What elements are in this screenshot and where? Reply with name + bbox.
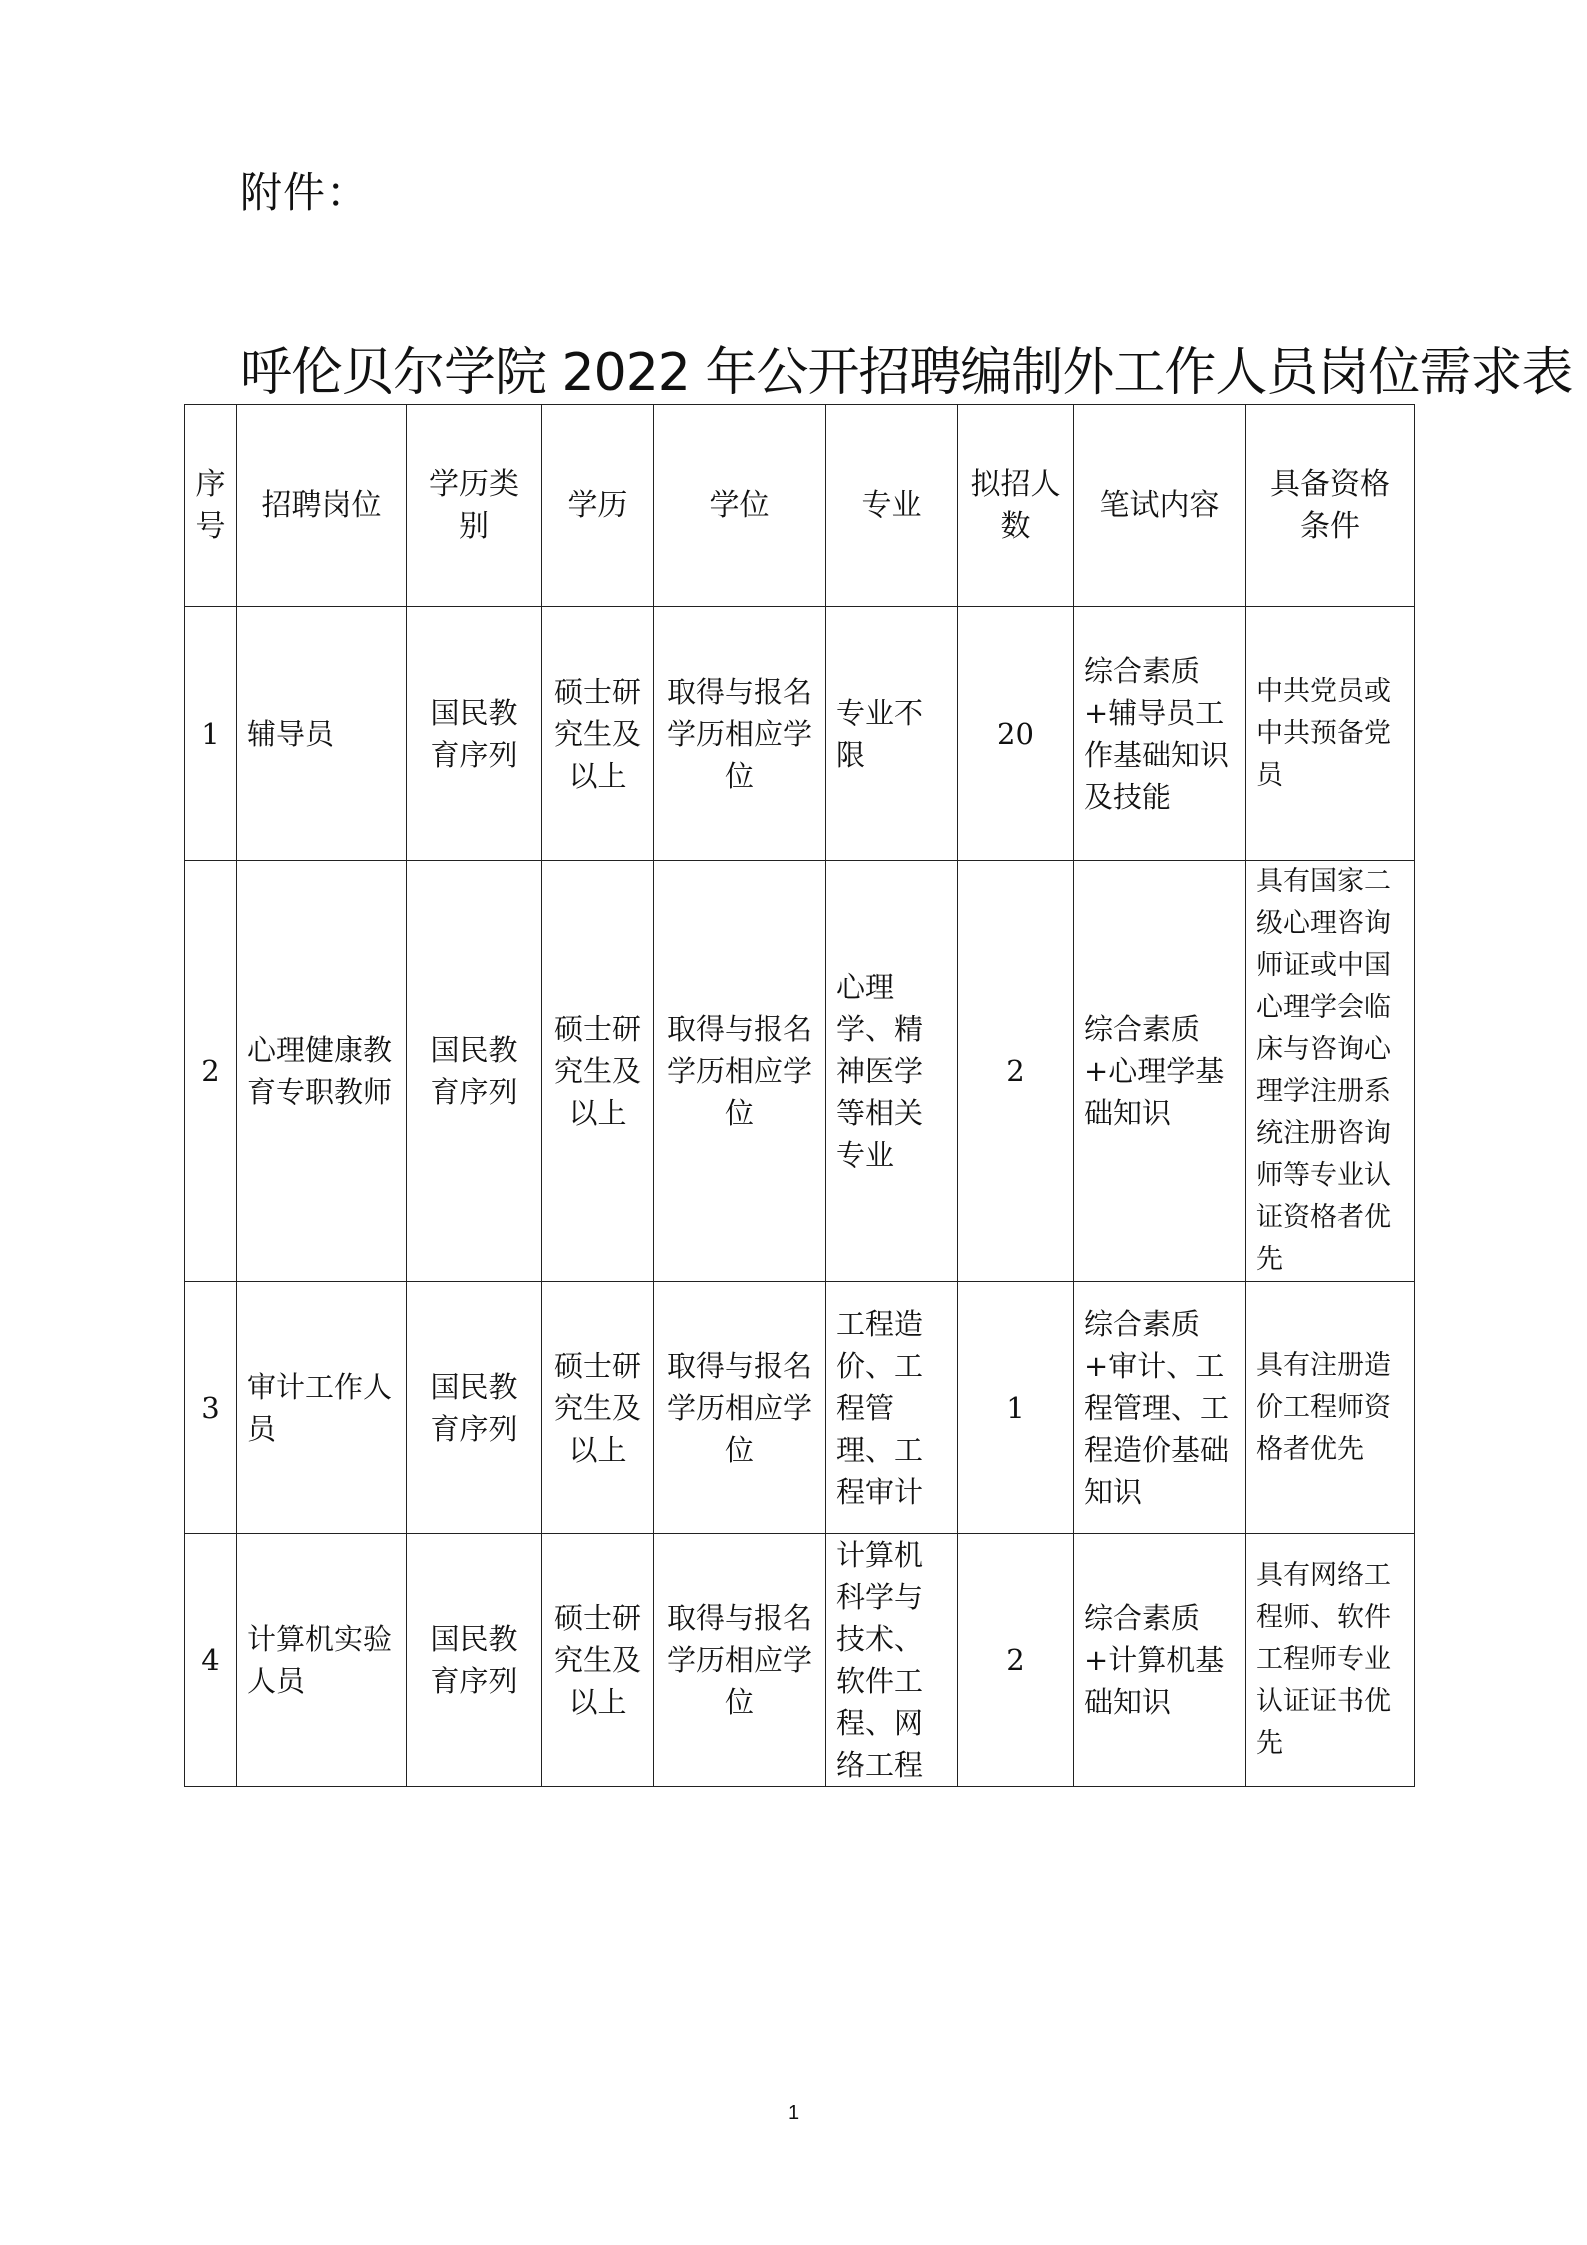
table-header-row bbox=[185, 405, 1415, 607]
cell-degree: 取得与报名学历相应学位 bbox=[654, 607, 826, 861]
cell-exam: 综合素质+心理学基础知识 bbox=[1074, 861, 1246, 1282]
cell-position: 计算机实验人员 bbox=[237, 1534, 407, 1787]
cell-index: 3 bbox=[185, 1282, 237, 1534]
cell-edu-type: 国民教育序列 bbox=[407, 607, 542, 861]
cell-exam: 综合素质+审计、工程管理、工程造价基础知识 bbox=[1074, 1282, 1246, 1534]
cell-edu-type: 国民教育序列 bbox=[407, 1282, 542, 1534]
cell-index: 4 bbox=[185, 1534, 237, 1787]
cell-degree: 取得与报名学历相应学位 bbox=[654, 1282, 826, 1534]
cell-education: 硕士研究生及以上 bbox=[542, 861, 654, 1282]
cell-conditions: 具有注册造价工程师资格者优先 bbox=[1246, 1282, 1415, 1534]
cell-education: 硕士研究生及以上 bbox=[542, 607, 654, 861]
cell-major: 专业不限 bbox=[826, 607, 958, 861]
attachment-label: 附件： bbox=[240, 168, 370, 217]
header-count: 拟招人数 bbox=[958, 405, 1074, 607]
cell-position: 辅导员 bbox=[237, 607, 407, 861]
header-index: 序号 bbox=[185, 405, 237, 607]
cell-major: 工程造价、工程管理、工程审计 bbox=[826, 1282, 958, 1534]
table-row bbox=[185, 861, 1415, 1282]
cell-index: 2 bbox=[185, 861, 237, 1282]
cell-count: 20 bbox=[958, 607, 1074, 861]
header-major: 专业 bbox=[826, 405, 958, 607]
cell-edu-type: 国民教育序列 bbox=[407, 861, 542, 1282]
cell-education: 硕士研究生及以上 bbox=[542, 1534, 654, 1787]
cell-exam: 综合素质+计算机基础知识 bbox=[1074, 1534, 1246, 1787]
cell-count: 1 bbox=[958, 1282, 1074, 1534]
requirements-table bbox=[184, 404, 1415, 1787]
cell-education: 硕士研究生及以上 bbox=[542, 1282, 654, 1534]
cell-major: 计算机科学与技术、软件工程、网络工程 bbox=[826, 1534, 958, 1787]
table-row bbox=[185, 607, 1415, 861]
cell-degree: 取得与报名学历相应学位 bbox=[654, 861, 826, 1282]
table-row bbox=[185, 1282, 1415, 1534]
page-title: 呼伦贝尔学院 2022 年公开招聘编制外工作人员岗位需求表 bbox=[240, 343, 1573, 403]
cell-count: 2 bbox=[958, 1534, 1074, 1787]
header-exam: 笔试内容 bbox=[1074, 405, 1246, 607]
cell-position: 审计工作人员 bbox=[237, 1282, 407, 1534]
cell-conditions: 具有网络工程师、软件工程师专业认证证书优先 bbox=[1246, 1534, 1415, 1787]
cell-degree: 取得与报名学历相应学位 bbox=[654, 1534, 826, 1787]
header-position: 招聘岗位 bbox=[237, 405, 407, 607]
cell-index: 1 bbox=[185, 607, 237, 861]
cell-edu-type: 国民教育序列 bbox=[407, 1534, 542, 1787]
table-row bbox=[185, 1534, 1415, 1787]
cell-major: 心理学、精神医学等相关专业 bbox=[826, 861, 958, 1282]
cell-exam: 综合素质+辅导员工作基础知识及技能 bbox=[1074, 607, 1246, 861]
cell-count: 2 bbox=[958, 861, 1074, 1282]
cell-conditions: 具有国家二级心理咨询师证或中国心理学会临床与咨询心理学注册系统注册咨询师等专业认证资格者优先 bbox=[1246, 861, 1415, 1282]
header-degree: 学位 bbox=[654, 405, 826, 607]
cell-conditions: 中共党员或中共预备党员 bbox=[1246, 607, 1415, 861]
header-conditions: 具备资格条件 bbox=[1246, 405, 1415, 607]
cell-position: 心理健康教育专职教师 bbox=[237, 861, 407, 1282]
header-edu-type: 学历类别 bbox=[407, 405, 542, 607]
page-number: 1 bbox=[787, 2102, 800, 2124]
header-education: 学历 bbox=[542, 405, 654, 607]
